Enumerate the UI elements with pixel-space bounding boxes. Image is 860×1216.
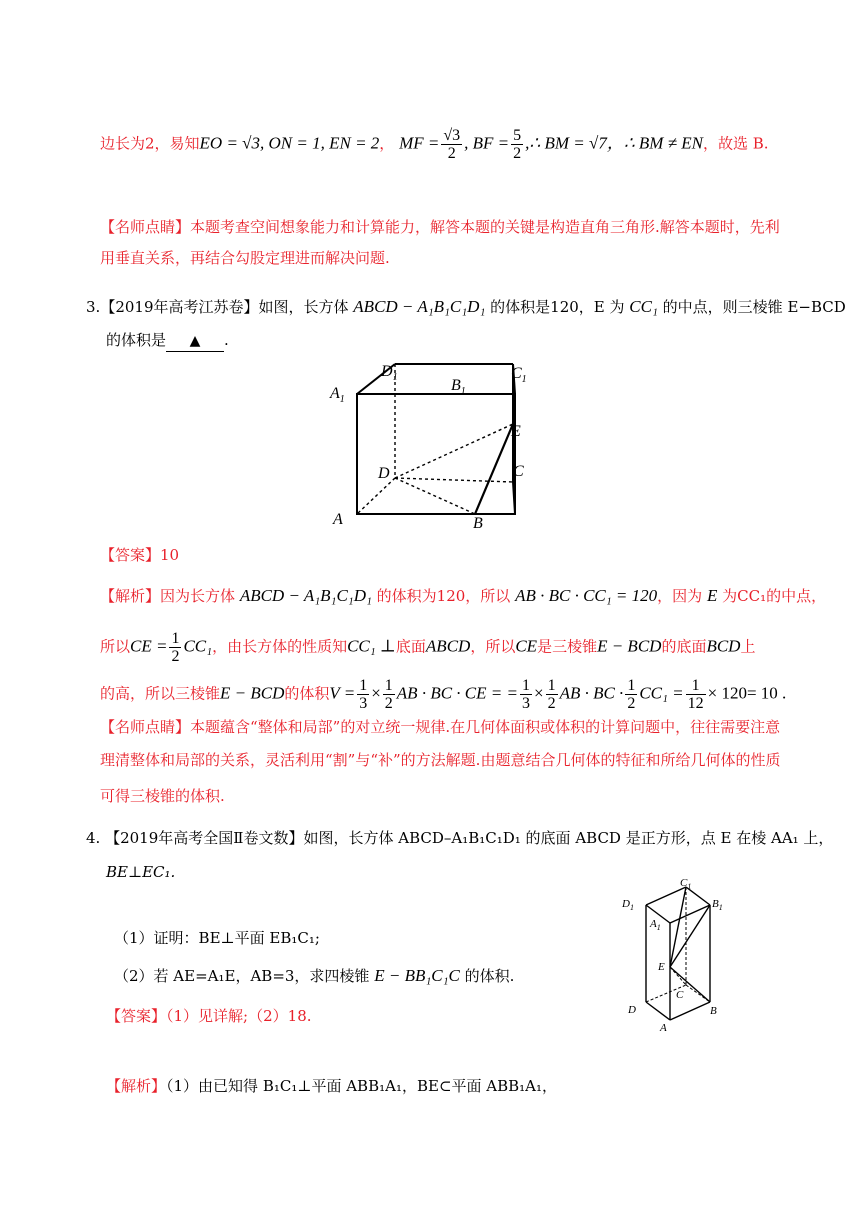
tip-3-line-1: [100, 717, 780, 737]
text-segment: 底面: [395, 637, 426, 656]
label-d: D: [628, 1004, 636, 1016]
label-a: A: [333, 511, 343, 528]
math-ce: CE =: [130, 636, 168, 656]
label-b1: $B_1$: [451, 377, 466, 397]
text-segment: 是三棱锥: [537, 637, 598, 656]
cuboid-figure-q4: [618, 877, 728, 1032]
answer-blank: [166, 331, 224, 352]
math-product: AB · BC · CE = =: [396, 683, 518, 703]
question-number: 3.: [86, 298, 101, 316]
question-part: 的体积.: [464, 967, 515, 985]
question-part: （2）若 AE=A₁E，AB=3，求四棱锥: [114, 967, 370, 985]
question-number: 4.: [86, 829, 101, 847]
answer-value: （1）见详解;（2）18.: [166, 1007, 312, 1025]
label-b: B: [710, 1005, 717, 1017]
label-a1: $A_1$: [650, 918, 661, 932]
hidden-segment-d-e: [395, 424, 513, 478]
math-cc1: CC₁: [629, 297, 658, 316]
tip-text: 本题蕴含“整体和局部”的对立统一规律.在几何体面积或体积的计算问题中，往往需要注意: [190, 718, 781, 736]
edge-a-b: [670, 1002, 710, 1020]
text-segment: 边长为2，易知: [100, 134, 200, 153]
text-segment: 上: [740, 637, 756, 656]
fraction-1-over-2: [169, 630, 181, 665]
math-cc1-perp: CC₁ ⊥: [347, 636, 396, 656]
fraction-sqrt3-over-2: [441, 127, 462, 162]
text-segment: 的体积是: [106, 331, 167, 349]
denominator: 3: [359, 695, 368, 712]
question-4-line-2: [106, 862, 175, 882]
edge-d1-c1: [646, 887, 686, 905]
math-box-name: ABCD − A₁B₁C₁D₁: [239, 586, 372, 605]
numerator: 1: [171, 630, 180, 647]
question-source: 【2019年高考全国Ⅱ卷文数】: [105, 829, 304, 847]
math-pyramid: E − BB₁C₁C: [374, 966, 460, 985]
question-3-line-2: [106, 330, 229, 352]
tip-text: 理清整体和局部的关系，灵活利用“割”与“补”的方法解题.由题意结合几何体的特征和所给几何体的性质: [100, 751, 781, 769]
math-volume-eq: AB · BC · CC₁ = 120: [515, 586, 658, 605]
question-part: （1）证明：BE⊥平面 EB₁C₁;: [114, 929, 320, 947]
fraction-1-over-3: [520, 677, 532, 712]
denominator: 2: [513, 145, 522, 162]
times-sign: ×: [533, 683, 544, 703]
text-segment: 的体积: [284, 684, 330, 703]
hidden-edge-d-a: [357, 478, 395, 514]
denominator: 3: [521, 695, 530, 712]
tip-tag: 【名师点睛】: [100, 218, 191, 236]
math-e: E: [706, 586, 718, 605]
answer-tag: 【答案】: [100, 546, 161, 564]
text-segment: 为CC₁的中点，: [722, 587, 827, 605]
fraction-1-over-12: [686, 677, 706, 712]
math-bm-ne-en: ，∴ BM ≠ EN: [606, 133, 703, 153]
denominator: 2: [171, 648, 180, 665]
text-segment: ，因为: [657, 587, 703, 605]
solution-3-line-3: [100, 677, 786, 712]
numerator: √3: [443, 127, 461, 144]
math-bcd: BCD: [706, 636, 741, 656]
math-abcd: ABCD: [425, 636, 471, 656]
math-e-bcd: E − BCD: [597, 636, 662, 656]
solution-tag: 【解析】: [106, 1077, 167, 1095]
numerator: 1: [521, 677, 530, 694]
label-b1: $B_1$: [712, 898, 723, 912]
label-b: B: [473, 515, 483, 532]
text-segment: 因为长方体: [160, 587, 236, 605]
segment-be: [475, 424, 513, 514]
times-sign: ×: [371, 683, 381, 703]
denominator: 2: [384, 695, 393, 712]
solution-3-line-1: [100, 586, 826, 606]
numerator: 5: [513, 127, 522, 144]
label-d1: $D_1$: [381, 363, 398, 383]
label-d1: $D_1$: [622, 898, 634, 912]
fraction-1-over-2: [383, 677, 395, 712]
text-segment: 所以: [100, 637, 131, 656]
numerator: 1: [359, 677, 368, 694]
solution-text: （1）由已知得 B₁C₁⊥平面 ABB₁A₁，BE⊂平面 ABB₁A₁，: [166, 1077, 558, 1095]
denominator: 2: [447, 145, 456, 162]
math-ce: CE: [515, 636, 538, 656]
question-4-line-1: [86, 828, 833, 848]
question-4-part-1: [114, 928, 320, 948]
edge-d-a: [646, 1002, 670, 1020]
cuboid-figure-q3: [325, 362, 545, 532]
fraction-1-over-2: [546, 677, 558, 712]
denominator: 12: [687, 695, 704, 712]
text-segment: .: [224, 331, 229, 349]
answer-tag: 【答案】: [106, 1007, 167, 1025]
tip-3-line-2: [100, 750, 780, 770]
text-segment: 的底面: [661, 637, 707, 656]
hidden-edge-d-c: [395, 478, 513, 482]
text-segment: 的中点，则三棱锥 E−BCD: [662, 298, 846, 316]
text-segment: 如图，长方体: [258, 298, 349, 316]
label-e: E: [511, 423, 521, 440]
question-source: 【2019年高考江苏卷】: [100, 298, 259, 316]
solution-continued-line: 边长为2，易知EO = √3, ON = 1, EN = 2， MF = $\frac{√3}{2}$ , BF = $\frac{5}{2}$ ,∴ BM = √7，∴ BM ≠ EN，故选 B.: [100, 127, 769, 162]
math-v: V =: [329, 683, 356, 703]
solution-3-line-2: [100, 630, 755, 665]
math-box-name: ABCD − A₁B₁C₁D₁: [353, 297, 486, 316]
denominator: 2: [547, 695, 556, 712]
label-c: C: [513, 463, 524, 480]
math-mf: MF =: [399, 133, 440, 153]
tip-1-line-1: [100, 217, 780, 237]
math-cc1: CC₁ =: [639, 683, 684, 703]
fraction-1-over-3: [357, 677, 369, 712]
text-segment: ，故选 B.: [703, 134, 769, 153]
question-text: BE⊥EC₁.: [106, 863, 176, 881]
text-segment: ，所以: [470, 637, 516, 656]
math-product: AB · BC ·: [559, 683, 624, 703]
label-d: D: [378, 465, 390, 482]
text-segment: 的高，所以三棱锥: [100, 684, 221, 703]
blank-marker: ▲: [189, 333, 201, 349]
hidden-segment-d-b: [395, 478, 475, 514]
tip-text: 用垂直关系，再结合勾股定理进而解决问题.: [100, 249, 390, 267]
fraction-5-over-2: [511, 127, 523, 162]
math-cc1: CC₁: [183, 636, 213, 656]
math-result: × 120= 10 .: [707, 683, 787, 703]
label-c1: $C_1$: [680, 877, 692, 891]
label-a1: $A_1$: [330, 385, 345, 405]
math-bf: , BF =: [464, 133, 510, 153]
text-segment: 的体积是120，E 为: [490, 298, 625, 316]
answer-value: 10: [160, 546, 180, 564]
text-segment: ，由长方体的性质知: [212, 637, 348, 656]
text-segment: 的体积为120，所以: [376, 587, 511, 605]
tip-1-line-2: [100, 248, 390, 268]
tip-3-line-3: [100, 786, 225, 806]
question-text: 如图，长方体 ABCD–A₁B₁C₁D₁ 的底面 ABCD 是正方形，点 E 在棱 AA₁ 上，: [303, 829, 834, 847]
question-3-line-1: [86, 297, 846, 317]
label-c1: $C_1$: [511, 365, 527, 385]
math-eo-on-en: EO = √3, ON = 1, EN = 2: [199, 133, 380, 153]
solution-tag: 【解析】: [100, 587, 161, 605]
math-bm: ,∴ BM = √7: [525, 133, 607, 153]
numerator: 1: [686, 677, 706, 695]
numerator: 1: [384, 677, 393, 694]
question-4-part-2: [114, 966, 514, 986]
math-e-bcd: E − BCD: [220, 683, 285, 703]
label-c: C: [676, 989, 684, 1001]
answer-4: [106, 1006, 312, 1026]
solution-4: [106, 1076, 557, 1096]
denominator: 2: [627, 695, 636, 712]
answer-3: [100, 545, 179, 565]
tip-tag: 【名师点睛】: [100, 718, 191, 736]
tip-text: 本题考查空间想象能力和计算能力，解答本题的关键是构造直角三角形.解答本题时，先利: [190, 218, 780, 236]
label-a: A: [660, 1022, 667, 1032]
tip-text: 可得三棱锥的体积.: [100, 787, 225, 805]
fraction-1-over-2: [625, 677, 637, 712]
numerator: 1: [547, 677, 556, 694]
numerator: 1: [627, 677, 636, 694]
label-e: E: [658, 961, 665, 973]
